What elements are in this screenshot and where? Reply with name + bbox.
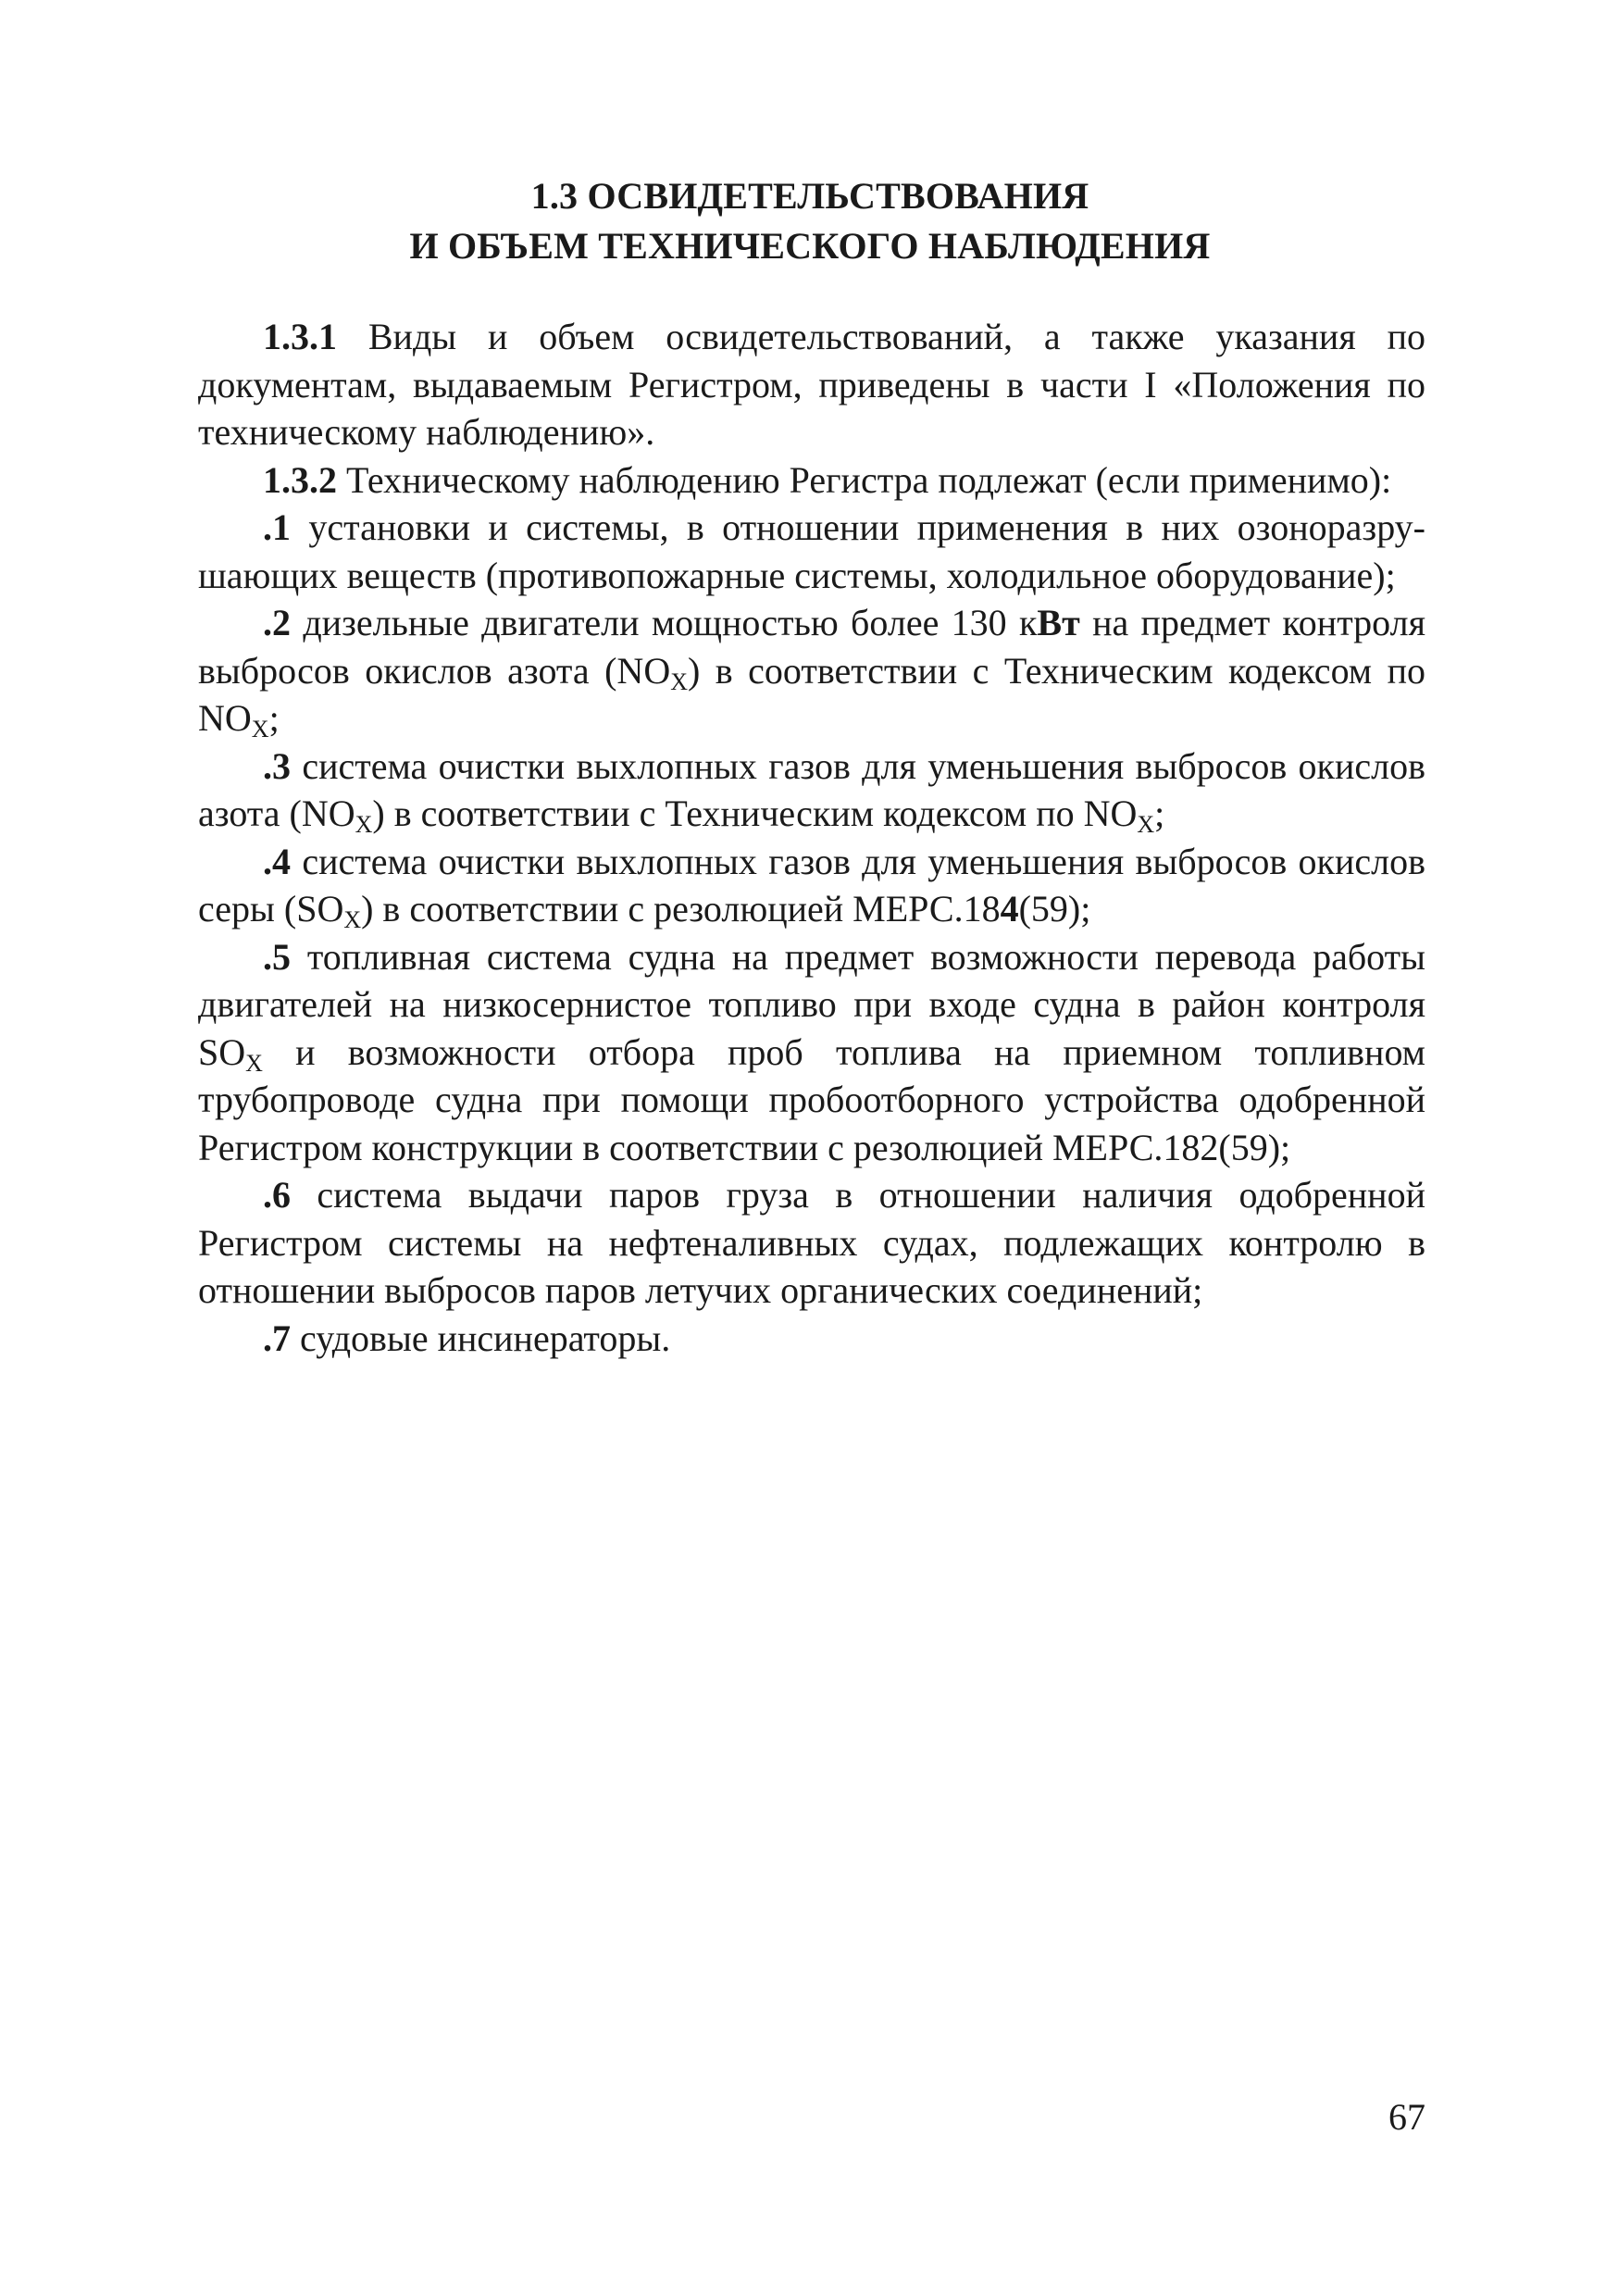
item-number: .4 (263, 840, 291, 882)
item-text: система выдачи паров груза в отношении наличия одобренной Регистром системы на нефтеналивных судах, подлежащих контролю в отношении выбросов паров летучих органических соединений; (198, 1174, 1425, 1311)
paragraph-text: Виды и объем освидетельствований, а также указания по документам, выдаваемым Регистром, приведены в части I «Положения по техническому наблюдению». (198, 316, 1425, 453)
item-text: ) в соответствии с Техническим кодексом по NO (372, 792, 1138, 834)
subscript: X (343, 906, 362, 933)
subscript: X (251, 716, 269, 742)
paragraph-text: Техническому наблюдению Регистра подлежат (если применимо): (337, 458, 1392, 501)
list-item-6 (198, 1171, 1425, 1315)
item-text: система очистки выхлопных газов для уменьшения выбросов окислов серы (SO (198, 840, 1425, 930)
list-item-5 (198, 933, 1425, 1172)
item-text: система очистки выхлопных газов для уменьшения выбросов окислов азота (NO (198, 744, 1425, 834)
subscript: X (245, 1049, 263, 1077)
heading-line-1: 1.3 ОСВИДЕТЕЛЬСТВОВАНИЯ (530, 175, 1089, 217)
item-number: .1 (263, 506, 291, 548)
list-item-3 (198, 742, 1425, 838)
section-heading (194, 171, 1425, 271)
section-body (198, 313, 1425, 1362)
item-number: .5 (263, 935, 291, 978)
item-text: ) в соответствии с Техническим кодексом по NO (198, 649, 1425, 739)
heading-line-2: И ОБЪЕМ ТЕХНИЧЕСКОГО НАБЛЮДЕНИЯ (409, 225, 1211, 267)
list-item-2 (198, 599, 1425, 742)
item-number: .6 (263, 1174, 291, 1216)
page-number: 67 (1388, 2096, 1425, 2138)
subscript: X (355, 811, 373, 838)
list-item-4 (198, 838, 1425, 933)
subscript: X (670, 668, 688, 695)
paragraph-number: 1.3.2 (263, 458, 337, 501)
item-text: (59); (1018, 888, 1091, 930)
item-text: ; (268, 697, 280, 739)
item-text: ; (1154, 792, 1165, 834)
item-text: топливная система судна на предмет возможности перевода работы двигателей на низкосернистое топливо при входе судна в район контроля SO (198, 935, 1425, 1073)
item-text: и возможности отбора проб топлива на приемном топливном трубопроводе судна при помощи пробоотборного устройства одобренной Регистром конструкции в соответствии с резолюцией МЕРС.182(59); (198, 1030, 1425, 1168)
item-number: .3 (263, 744, 291, 787)
item-number: .7 (263, 1316, 291, 1359)
item-text: на предмет контроля выбросов окислов азота (NO (198, 602, 1425, 692)
subscript: X (1137, 811, 1155, 838)
item-text: ) в соответствии с резолюцией МЕРС.18 (361, 888, 1001, 930)
item-text: дизельные двигатели мощностью более 130 к (291, 602, 1038, 643)
paragraph-number: 1.3.1 (263, 316, 337, 357)
item-text: установки и системы, в отношении применения в них озоноразрушающих веществ (противопожарные системы, холодильное оборудование); (198, 506, 1425, 596)
item-text: судовые инсинераторы. (291, 1316, 671, 1359)
item-number: .2 (263, 602, 291, 643)
bold-digit: 4 (1000, 888, 1019, 930)
unit-label: Вт (1037, 602, 1080, 643)
list-item-1 (198, 504, 1425, 599)
paragraph-1-3-1 (198, 313, 1425, 456)
list-item-7 (198, 1315, 1425, 1363)
paragraph-1-3-2 (198, 456, 1425, 505)
